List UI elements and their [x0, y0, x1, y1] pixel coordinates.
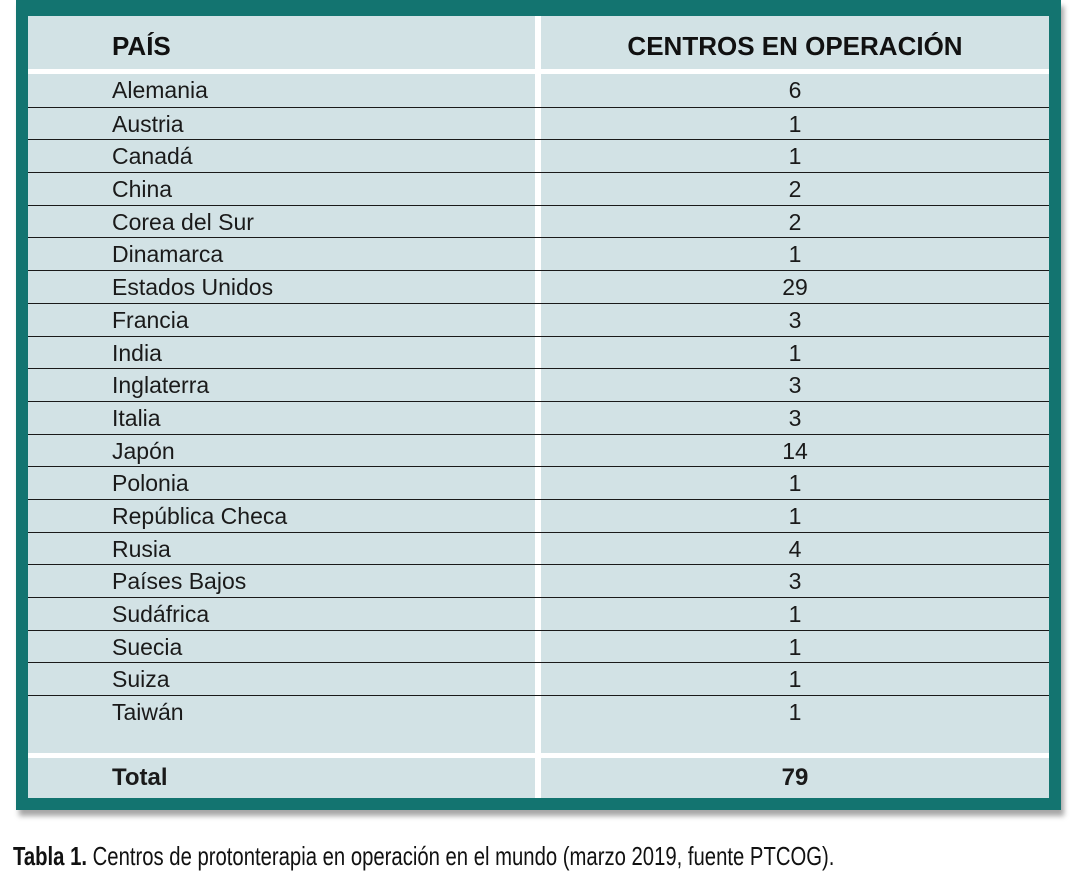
total-row — [28, 753, 1049, 798]
cell-country: Taiwán — [112, 699, 184, 726]
header-centers: CENTROS EN OPERACIÓN — [627, 31, 963, 61]
cell-centers: 1 — [788, 110, 802, 137]
cell-centers: 3 — [788, 568, 802, 595]
cell-country: Sudáfrica — [112, 601, 210, 627]
table-row — [28, 336, 1049, 369]
cell-country: Canadá — [112, 143, 193, 170]
table-row — [28, 532, 1049, 565]
caption-text: Centros de protonterapia en operación en el mundo (marzo 2019, fuente PTCOG). — [87, 841, 835, 871]
table-row — [28, 662, 1049, 695]
cell-country: Japón — [112, 437, 175, 464]
cell-centers: 2 — [788, 176, 802, 203]
cell-centers: 1 — [788, 502, 802, 529]
cell-centers: 1 — [788, 241, 802, 268]
cell-country: Dinamarca — [112, 241, 224, 268]
cell-centers: 14 — [782, 437, 808, 464]
cell-country: Austria — [112, 110, 184, 137]
caption-label: Tabla 1. — [13, 841, 88, 871]
cell-country: Corea del Sur — [112, 208, 254, 235]
table-row — [28, 270, 1049, 303]
table-row — [28, 74, 1049, 107]
table-row — [28, 564, 1049, 597]
cell-centers: 3 — [788, 404, 802, 431]
table-row — [28, 499, 1049, 532]
table-frame — [16, 0, 1061, 810]
cell-centers: 3 — [788, 306, 802, 333]
table-row — [28, 401, 1049, 434]
table-body — [28, 74, 1049, 728]
proton-centers-table — [28, 16, 1049, 798]
cell-centers: 1 — [788, 666, 802, 693]
cell-centers: 1 — [788, 143, 802, 170]
table-row — [28, 368, 1049, 401]
cell-centers: 1 — [788, 339, 802, 366]
cell-centers: 1 — [788, 633, 802, 660]
table-row — [28, 107, 1049, 140]
header-country: PAÍS — [112, 31, 171, 61]
cell-centers: 29 — [782, 274, 808, 301]
cell-centers: 1 — [788, 601, 802, 627]
cell-country: India — [112, 339, 162, 366]
table-row — [28, 172, 1049, 205]
total-value: 79 — [781, 764, 809, 791]
cell-country: Países Bajos — [112, 568, 247, 595]
table-row — [28, 434, 1049, 467]
table-row — [28, 630, 1049, 663]
cell-country: Inglaterra — [112, 372, 210, 399]
cell-country: Rusia — [112, 535, 171, 562]
cell-centers: 2 — [788, 208, 802, 235]
table-row — [28, 205, 1049, 238]
cell-centers: 6 — [788, 77, 802, 103]
table-row — [28, 466, 1049, 499]
table-row — [28, 597, 1049, 630]
cell-country: República Checa — [112, 502, 288, 529]
table-row — [28, 303, 1049, 336]
cell-country: China — [112, 176, 173, 203]
cell-country: Italia — [112, 404, 161, 431]
total-label: Total — [112, 764, 168, 791]
cell-country: Estados Unidos — [112, 274, 274, 301]
table-caption — [13, 838, 834, 874]
cell-country: Francia — [112, 306, 189, 333]
cell-country: Alemania — [112, 77, 208, 103]
cell-centers: 3 — [788, 372, 802, 399]
cell-country: Suiza — [112, 666, 170, 693]
cell-centers: 1 — [788, 470, 802, 497]
cell-centers: 1 — [788, 699, 802, 726]
cell-country: Polonia — [112, 470, 189, 497]
cell-country: Suecia — [112, 633, 183, 660]
table-row — [28, 139, 1049, 172]
table-header-row — [28, 16, 1049, 74]
table-row — [28, 695, 1049, 728]
table-row — [28, 237, 1049, 270]
cell-centers: 4 — [788, 535, 802, 562]
